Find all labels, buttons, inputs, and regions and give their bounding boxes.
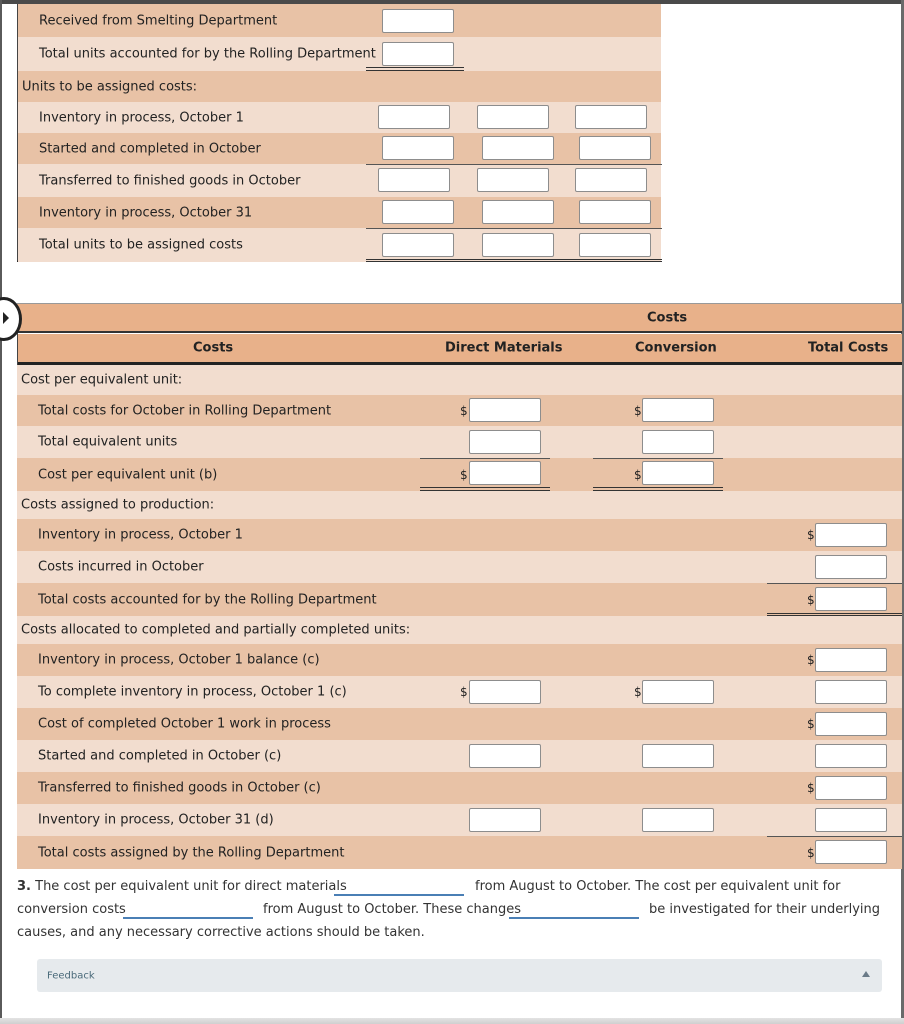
section-heading: Costs assigned to production: [21,497,215,513]
inventory-oct1-units-conv-input[interactable] [477,105,549,129]
currency-symbol: $ [460,403,468,418]
should-investigate-blank[interactable] [509,917,639,919]
row-label: Transferred to finished goods in October (c) [38,780,321,796]
table-row [17,644,902,676]
row-label: Costs incurred in October [38,559,204,575]
inventory-oct1-units-dm-input[interactable] [378,105,450,129]
table-row [17,426,902,458]
inventory-oct31-units-total-input[interactable] [579,200,651,224]
question-text: The cost per equivalent unit for direct materials [35,879,347,894]
table-row [17,676,902,708]
transferred-units-dm-input[interactable] [378,168,450,192]
table-row [17,708,902,740]
row-label: Inventory in process, October 1 balance (c) [38,652,320,668]
costs-group-heading: Costs [647,310,688,325]
underline [366,164,662,165]
table-row [17,519,902,551]
section-heading: Units to be assigned costs: [22,79,198,94]
currency-symbol: $ [807,845,815,860]
row-label: Inventory in process, October 1 [39,110,244,125]
row-label: Total equivalent units [38,434,178,450]
question-number: 3. [17,879,31,894]
section-heading: Cost per equivalent unit: [21,372,183,388]
direct-materials-column-header: Direct Materials [445,340,563,356]
row-label: Inventory in process, October 31 (d) [38,812,274,828]
currency-symbol: $ [634,403,642,418]
started-completed-units-total-input[interactable] [579,136,651,160]
table-row [17,583,902,616]
table-row [18,4,661,37]
window-bottom-border [0,1018,904,1024]
section-heading: Costs allocated to completed and partially completed units: [21,622,411,638]
row-label: Received from Smelting Department [39,13,278,28]
total-units-assigned-conv-input[interactable] [482,233,554,257]
started-completed-units-dm-input[interactable] [382,136,454,160]
transferred-finished-goods-cost-total-input[interactable] [815,776,887,800]
table-row [17,551,902,583]
complete-inventory-oct1-conv-input[interactable] [642,680,714,704]
inventory-oct1-balance-total-input[interactable] [815,648,887,672]
transferred-units-total-input[interactable] [575,168,647,192]
costs-incurred-october-total-input[interactable] [815,555,887,579]
total-costs-october-dm-input[interactable] [469,398,541,422]
complete-inventory-oct1-total-input[interactable] [815,680,887,704]
cost-completed-oct1-wip-total-input[interactable] [815,712,887,736]
cost-per-eu-conv-input[interactable] [642,461,714,485]
currency-symbol: $ [460,685,468,699]
table-row [18,71,661,102]
row-label: Inventory in process, October 1 [38,527,243,543]
total-units-assigned-total-input[interactable] [579,233,651,257]
currency-symbol: $ [807,528,815,542]
row-label: Total units accounted for by the Rolling Department [39,46,376,62]
row-label: Cost per equivalent unit (b) [38,467,218,482]
inventory-oct31-cost-dm-input[interactable] [469,808,541,832]
inventory-oct31-cost-conv-input[interactable] [642,808,714,832]
table-row [17,458,902,491]
underline [767,583,902,584]
question-text: from August to October. These changes [263,902,521,917]
total-costs-column-header: Total Costs [808,340,889,356]
underline [593,458,723,459]
received-from-smelting-input[interactable] [382,9,454,33]
row-label: Inventory in process, October 31 [39,205,253,220]
table-row [18,37,661,71]
caret-up-icon[interactable] [862,971,870,977]
cost-per-eu-dm-input[interactable] [469,461,541,485]
question-text: from August to October. The cost per equivalent unit for [475,879,841,894]
table-row [18,228,661,262]
row-label: To complete inventory in process, October 1 (c) [38,684,347,700]
row-label: Started and completed in October (c) [38,748,282,764]
row-label: Total costs assigned by the Rolling Department [38,845,345,860]
conversion-change-blank[interactable] [123,917,253,919]
currency-symbol: $ [460,467,468,482]
row-label: Total costs accounted for by the Rolling Department [38,592,377,607]
row-label: Total costs for October in Rolling Department [38,403,332,418]
total-costs-october-conv-input[interactable] [642,398,714,422]
currency-symbol: $ [807,717,815,731]
question-text: causes, and any necessary corrective actions should be taken. [17,925,425,940]
inventory-oct31-units-dm-input[interactable] [382,200,454,224]
currency-symbol: $ [634,467,642,482]
started-completed-units-conv-input[interactable] [482,136,554,160]
table-row [17,365,902,395]
currency-symbol: $ [807,781,815,795]
total-costs-accounted-input[interactable] [815,587,887,611]
total-equivalent-units-conv-input[interactable] [642,430,714,454]
table-group-header [17,303,902,333]
table-row [17,616,902,644]
question-text: conversion costs [17,902,126,917]
table-row [17,804,902,836]
table-row [17,395,902,426]
costs-column-header: Costs [193,340,234,356]
transferred-units-conv-input[interactable] [477,168,549,192]
total-equivalent-units-dm-input[interactable] [469,430,541,454]
table-row [18,164,661,197]
complete-inventory-oct1-dm-input[interactable] [469,680,541,704]
table-header-row [17,334,902,365]
table-row [18,197,661,228]
dm-change-blank[interactable] [334,894,464,896]
underline [767,836,902,837]
row-label: Transferred to finished goods in October [39,173,301,188]
row-label: Total units to be assigned costs [39,237,243,253]
underline [420,458,550,459]
feedback-label: Feedback [47,970,95,981]
table-row [17,836,902,869]
question-3-line-1 [17,879,347,894]
row-label: Cost of completed October 1 work in process [38,716,331,732]
costs-table [17,303,902,869]
currency-symbol: $ [807,653,815,667]
arrow-right-icon [3,312,9,324]
table-row [18,133,661,164]
currency-symbol: $ [807,592,815,607]
feedback-panel[interactable] [37,959,882,992]
started-completed-cost-dm-input[interactable] [469,744,541,768]
row-label: Started and completed in October [39,141,261,156]
underline [366,228,662,229]
units-table [17,4,661,262]
total-costs-assigned-input[interactable] [815,840,887,864]
table-row [17,491,902,519]
inventory-oct31-units-conv-input[interactable] [482,200,554,224]
question-text: be investigated for their underlying [649,902,881,917]
total-units-accounted-input[interactable] [382,42,454,66]
inventory-oct1-cost-total-input[interactable] [815,523,887,547]
conversion-column-header: Conversion [635,340,717,356]
started-completed-cost-total-input[interactable] [815,744,887,768]
inventory-oct1-units-total-input[interactable] [575,105,647,129]
table-row [17,740,902,772]
table-row [17,772,902,804]
window-left-border [0,0,2,1024]
started-completed-cost-conv-input[interactable] [642,744,714,768]
inventory-oct31-cost-total-input[interactable] [815,808,887,832]
currency-symbol: $ [634,685,642,699]
table-row [18,102,661,133]
double-underline [366,259,662,262]
total-units-assigned-dm-input[interactable] [382,233,454,257]
